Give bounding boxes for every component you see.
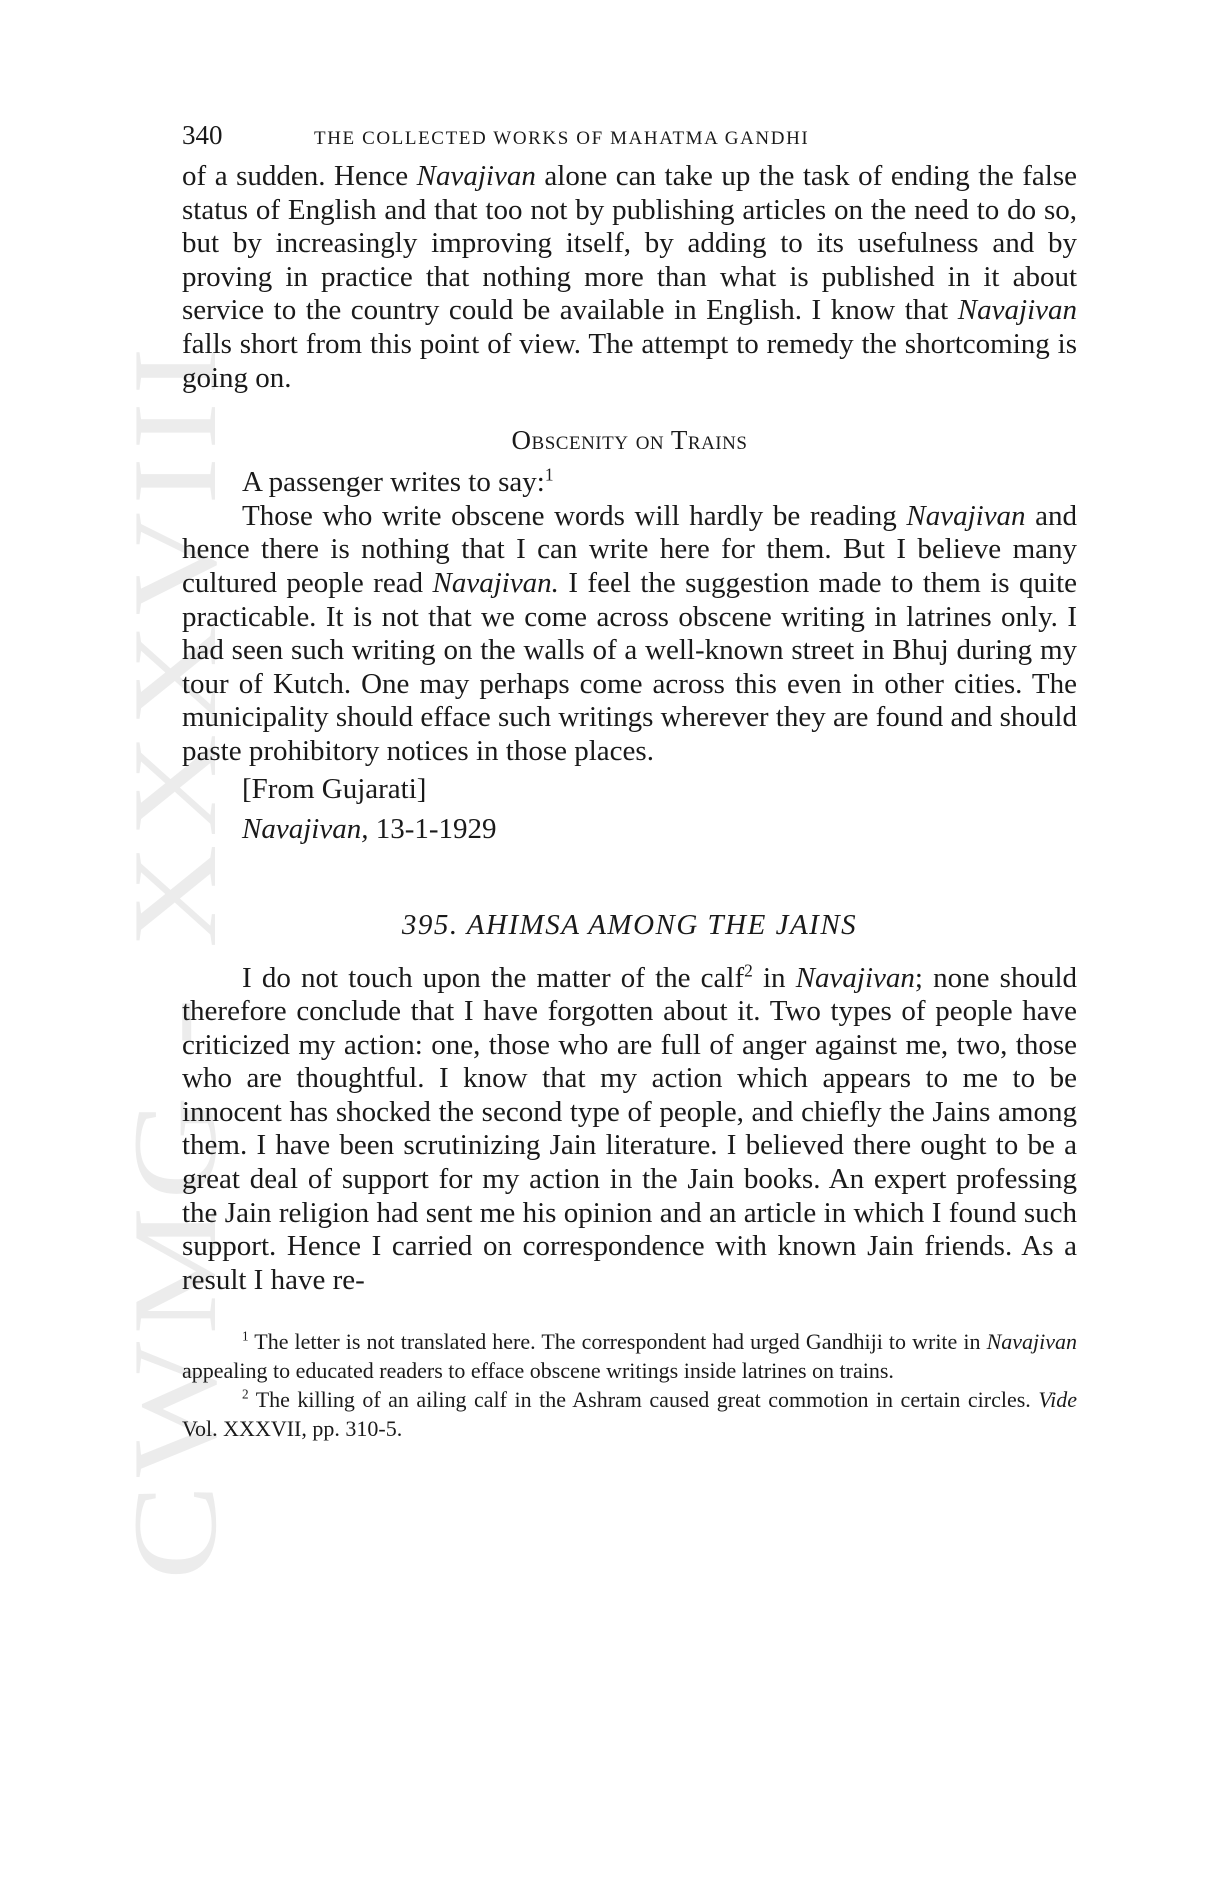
section-heading: Obscenity on Trains [511, 425, 748, 456]
section-paragraph: Those who write obscene words will hardly be reading Navajivan and hence there is nothing that I can write here for them. But I believe many cultured people read Navajivan. I feel the suggestion made to them is quite practicable. It is not that we come across obscene writing in latrines only. I had seen such writing on the walls of a well-known street in Bhuj during my tour of Kutch. One may perhaps come across this even in other cities. The municipality should efface such writings wherever they are found and should paste prohibitory notices in those places. [182, 499, 1078, 767]
article-title: 395. AHIMSA AMONG THE JAINS [401, 908, 858, 941]
publication-name: Navajivan [416, 160, 536, 192]
footnote-2: $^2$ The killing of an ailing calf in the Ashram caused great commotion in certain circles. Vide Vol. XXXVII, pp. 310-5. [182, 1387, 1077, 1442]
section-paragraph: A passenger writes to say:$^1$ [242, 464, 554, 499]
publication-name: Navajivan [957, 294, 1077, 327]
article-paragraph: I do not touch upon the matter of the calf$^2$ in Navajivan; none should therefore conclude that I have forgotten about it. Two types of people have criticized my action: one, those who are full of anger against me, two, those who are thoughtful. I know that my action which appears to me to be innocent has shocked the second type of people, and chiefly the Jains among them. I have been scrutinizing Jain literature. I believed there ought to be a great deal of support for my action in the Jain books. An expert professing the Jain religion had sent me his opinion and an article in which I found such support. Hence I carried on correspondence with known Jain friends. As a result I have re- [182, 959, 1077, 1296]
intro-paragraph: of a sudden. Hence Navajivan alone can take up the task of ending the false status of English and that too not by publishing articles on the need to do so, but by increasingly improving itself, by adding to its usefulness and by proving in practice that nothing more than what is published in it about service to the country could be available in English. I know that Navajivan falls short from this point of view. The attempt to remedy the shortcoming is going on. [182, 160, 1077, 394]
footnote-ref: 1 [544, 464, 554, 485]
footnotes [182, 1327, 1077, 1443]
running-title: THE COLLECTED WORKS OF MAHATMA GANDHI [314, 128, 810, 149]
source-citation: Navajivan, 13-1-1929 [242, 812, 497, 845]
footnote-1: $^1$ The letter is not translated here. The correspondent had urged Gandhiji to write in Navajivan appealing to educated readers to efface obscene writings inside latrines on trains. [182, 1329, 1077, 1384]
source-language: [From Gujarati] [242, 772, 427, 805]
page-body [182, 120, 1077, 1443]
footnote-ref: 2 [744, 959, 753, 980]
page-number: 340 [182, 120, 223, 150]
source-note [242, 769, 1077, 849]
running-header [182, 120, 1077, 160]
watermark-text: CWMG XXXVIII [120, 542, 230, 1580]
